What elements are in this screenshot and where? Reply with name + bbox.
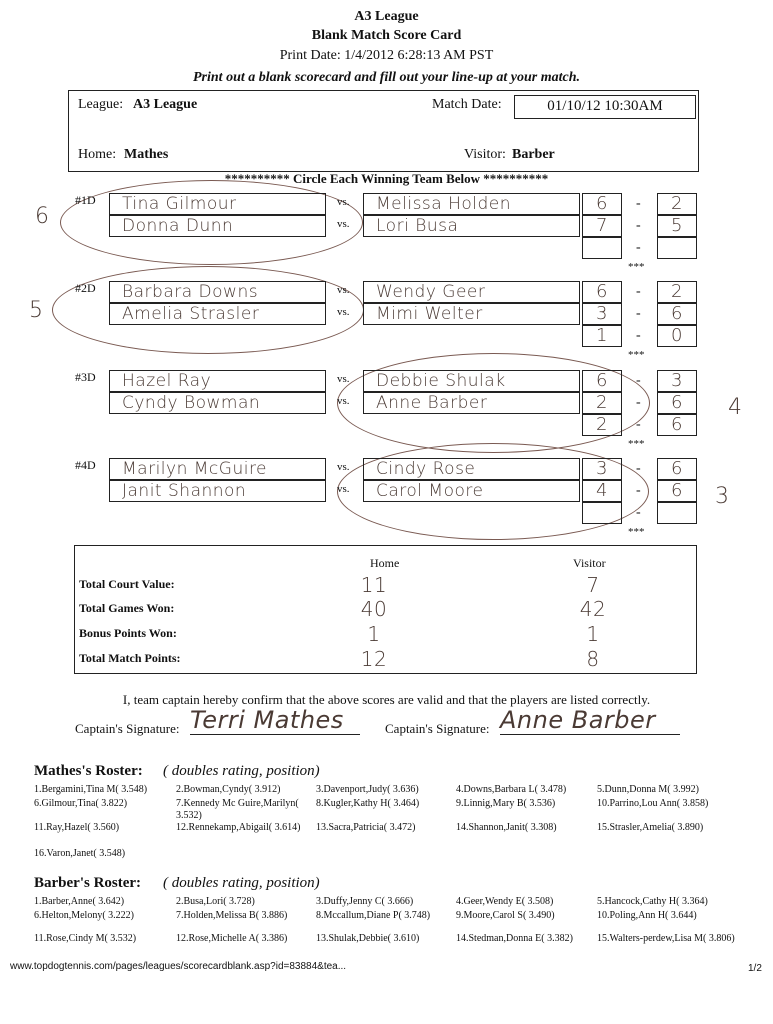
roster-title: Mathes's Roster: — [34, 763, 143, 779]
league-label: League: — [78, 97, 124, 112]
home-player-name[interactable]: Marilyn McGuire — [109, 458, 326, 480]
visitor-player-name[interactable]: Mimi Welter — [363, 303, 580, 325]
score-dash: - — [636, 328, 641, 343]
roster-player: 8.Kugler,Kathy H( 3.464) — [316, 798, 420, 809]
visitor-team: Barber — [512, 147, 555, 162]
home-player-name[interactable]: Hazel Ray — [109, 370, 326, 392]
score-dash: - — [636, 395, 641, 410]
home-set-score[interactable] — [582, 502, 622, 524]
court-points-note: 6 — [35, 204, 50, 229]
score-dash: - — [636, 461, 641, 476]
roster-title: Barber's Roster: — [34, 875, 142, 891]
roster-player: 14.Stedman,Donna E( 3.382) — [456, 933, 573, 944]
roster-player: 9.Linnig,Mary B( 3.536) — [456, 798, 556, 809]
roster-player: 12.Rose,Michelle A( 3.386) — [176, 933, 288, 944]
home-signature-label: Captain's Signature: — [75, 721, 180, 736]
roster-player: 11.Rose,Cindy M( 3.532) — [34, 933, 137, 944]
court-label: #2D — [75, 281, 96, 295]
home-player-name[interactable]: Cyndy Bowman — [109, 392, 326, 414]
visitor-set-score[interactable]: 0 — [657, 325, 697, 347]
score-dash: - — [636, 306, 641, 321]
roster-player: 2.Busa,Lori( 3.728) — [176, 896, 255, 907]
roster-player: 15.Walters-perdew,Lisa M( 3.806) — [597, 933, 735, 944]
visitor-set-score[interactable]: 6 — [657, 480, 697, 502]
visitor-set-score[interactable]: 2 — [657, 193, 697, 215]
scorecard-title: Blank Match Score Card — [311, 28, 462, 43]
home-player-name[interactable]: Janit Shannon — [109, 480, 326, 502]
roster-player: 14.Shannon,Janit( 3.308) — [456, 822, 557, 833]
home-label: Home: — [78, 147, 117, 162]
totals-home-header: Home — [370, 556, 400, 570]
print-date: Print Date: 1/4/2012 6:28:13 AM PST — [279, 48, 494, 63]
visitor-set-score[interactable] — [657, 502, 697, 524]
score-dash: - — [636, 373, 641, 388]
roster-player: 11.Ray,Hazel( 3.560) — [34, 822, 120, 833]
totals-visitor-header: Visitor — [573, 556, 606, 570]
home-set-score[interactable]: 3 — [582, 458, 622, 480]
roster-player: 13.Sacra,Patricia( 3.472) — [316, 822, 416, 833]
visitor-set-score[interactable]: 6 — [657, 392, 697, 414]
visitor-player-name[interactable]: Anne Barber — [363, 392, 580, 414]
totals-visitor-value[interactable]: 1 — [586, 622, 600, 646]
roster-player: 8.Mccallum,Diane P( 3.748) — [316, 910, 431, 921]
home-player-name[interactable]: Donna Dunn — [109, 215, 326, 237]
vs-label: vs. — [337, 306, 350, 318]
roster-player: 6.Gilmour,Tina( 3.822) — [34, 798, 128, 809]
roster-player: 4.Geer,Wendy E( 3.508) — [456, 896, 554, 907]
totals-row-label: Bonus Points Won: — [79, 626, 177, 640]
home-set-score[interactable]: 4 — [582, 480, 622, 502]
roster-player: 9.Moore,Carol S( 3.490) — [456, 910, 555, 921]
roster-player: 3.Duffy,Jenny C( 3.666) — [316, 896, 414, 907]
roster-player: 1.Barber,Anne( 3.642) — [34, 896, 125, 907]
home-player-name[interactable]: Barbara Downs — [109, 281, 326, 303]
totals-row-label: Total Games Won: — [79, 601, 175, 615]
home-set-score[interactable]: 7 — [582, 215, 622, 237]
score-dash: - — [636, 218, 641, 233]
court-label: #3D — [75, 370, 96, 384]
court-label: #1D — [75, 193, 96, 207]
roster-player: 10.Parrino,Lou Ann( 3.858) — [597, 798, 709, 809]
totals-row-label: Total Match Points: — [79, 651, 181, 665]
footer-url: www.topdogtennis.com/pages/leagues/scorecardblank.asp?id=83884&tea... — [10, 961, 347, 972]
home-captain-signature[interactable]: Terri Mathes — [190, 706, 360, 735]
league-value: A3 League — [133, 97, 198, 112]
visitor-captain-signature[interactable]: Anne Barber — [500, 706, 680, 735]
visitor-player-name[interactable]: Melissa Holden — [363, 193, 580, 215]
page-number: 1/2 — [748, 963, 762, 974]
vs-label: vs. — [337, 395, 350, 407]
totals-home-value[interactable]: 1 — [367, 622, 381, 646]
roster-player: 15.Strasler,Amelia( 3.890) — [597, 822, 704, 833]
visitor-set-score[interactable]: 6 — [657, 303, 697, 325]
totals-visitor-value[interactable]: 7 — [586, 573, 600, 597]
totals-home-value[interactable]: 12 — [360, 647, 388, 671]
match-date-label: Match Date: — [432, 97, 502, 112]
roster-player: 16.Varon,Janet( 3.548) — [34, 848, 126, 859]
visitor-player-name[interactable]: Debbie Shulak — [363, 370, 580, 392]
roster-player: 13.Shulak,Debbie( 3.610) — [316, 933, 420, 944]
home-set-score[interactable]: 3 — [582, 303, 622, 325]
totals-home-value[interactable]: 11 — [360, 573, 388, 597]
roster-player: 12.Rennekamp,Abigail( 3.614) — [176, 822, 301, 833]
visitor-signature-label: Captain's Signature: — [385, 721, 490, 736]
roster-player: 7.Holden,Melissa B( 3.886) — [176, 910, 288, 921]
home-set-score[interactable]: 2 — [582, 392, 622, 414]
roster-subtitle: ( doubles rating, position) — [163, 763, 320, 779]
score-dash: - — [636, 505, 641, 520]
score-dash: - — [636, 483, 641, 498]
home-set-score[interactable]: 6 — [582, 370, 622, 392]
score-dash: - — [636, 284, 641, 299]
roster-player: 7.Kennedy Mc Guire,Marilyn( 3.532) — [176, 798, 299, 821]
stars-marker: *** — [628, 438, 645, 450]
home-player-name[interactable]: Tina Gilmour — [109, 193, 326, 215]
roster-player: 2.Bowman,Cyndy( 3.912) — [176, 784, 281, 795]
home-set-score[interactable]: 6 — [582, 281, 622, 303]
visitor-player-name[interactable]: Lori Busa — [363, 215, 580, 237]
roster-player: 4.Downs,Barbara L( 3.478) — [456, 784, 567, 795]
score-dash: - — [636, 240, 641, 255]
totals-row-label: Total Court Value: — [79, 577, 175, 591]
totals-home-value[interactable]: 40 — [360, 597, 388, 621]
home-set-score[interactable]: 6 — [582, 193, 622, 215]
match-date-value: 01/10/12 10:30AM — [547, 98, 663, 114]
totals-visitor-value[interactable]: 42 — [579, 597, 607, 621]
roster-player: 6.Helton,Melony( 3.222) — [34, 910, 134, 921]
vs-label: vs. — [337, 284, 350, 296]
vs-label: vs. — [337, 218, 350, 230]
league-title: A3 League — [354, 9, 419, 24]
captain-confirmation: I, team captain hereby confirm that the above scores are valid and that the players are listed correctly. — [122, 692, 651, 707]
home-player-name[interactable]: Amelia Strasler — [109, 303, 326, 325]
score-dash: - — [636, 417, 641, 432]
visitor-set-score[interactable] — [657, 237, 697, 259]
vs-label: vs. — [337, 461, 350, 473]
visitor-player-name[interactable]: Wendy Geer — [363, 281, 580, 303]
roster-player: 1.Bergamini,Tina M( 3.548) — [34, 784, 148, 795]
visitor-player-name[interactable]: Cindy Rose — [363, 458, 580, 480]
visitor-set-score[interactable]: 6 — [657, 458, 697, 480]
vs-label: vs. — [337, 483, 350, 495]
vs-label: vs. — [337, 373, 350, 385]
court-points-note: 4 — [728, 395, 743, 420]
stars-marker: *** — [628, 526, 645, 538]
visitor-set-score[interactable]: 6 — [657, 414, 697, 436]
visitor-set-score[interactable]: 2 — [657, 281, 697, 303]
visitor-player-name[interactable]: Carol Moore — [363, 480, 580, 502]
court-label: #4D — [75, 458, 96, 472]
visitor-set-score[interactable]: 3 — [657, 370, 697, 392]
court-points-note: 3 — [715, 484, 730, 509]
vs-label: vs. — [337, 196, 350, 208]
visitor-label: Visitor: — [464, 147, 506, 162]
print-instruction: Print out a blank scorecard and fill out your line-up at your match. — [193, 70, 580, 85]
home-set-score[interactable] — [582, 237, 622, 259]
home-team: Mathes — [124, 147, 169, 162]
roster-subtitle: ( doubles rating, position) — [163, 875, 320, 891]
circle-instruction: ********** Circle Each Winning Team Below ********** — [224, 171, 549, 186]
stars-marker: *** — [628, 261, 645, 273]
stars-marker: *** — [628, 349, 645, 361]
roster-player: 5.Hancock,Cathy H( 3.364) — [597, 896, 708, 907]
roster-player: 3.Davenport,Judy( 3.636) — [316, 784, 419, 795]
court-points-note: 5 — [29, 298, 44, 323]
roster-player: 5.Dunn,Donna M( 3.992) — [597, 784, 699, 795]
home-set-score[interactable]: 1 — [582, 325, 622, 347]
roster-player: 10.Poling,Ann H( 3.644) — [597, 910, 697, 921]
visitor-set-score[interactable]: 5 — [657, 215, 697, 237]
home-set-score[interactable]: 2 — [582, 414, 622, 436]
totals-visitor-value[interactable]: 8 — [586, 647, 600, 671]
score-dash: - — [636, 196, 641, 211]
